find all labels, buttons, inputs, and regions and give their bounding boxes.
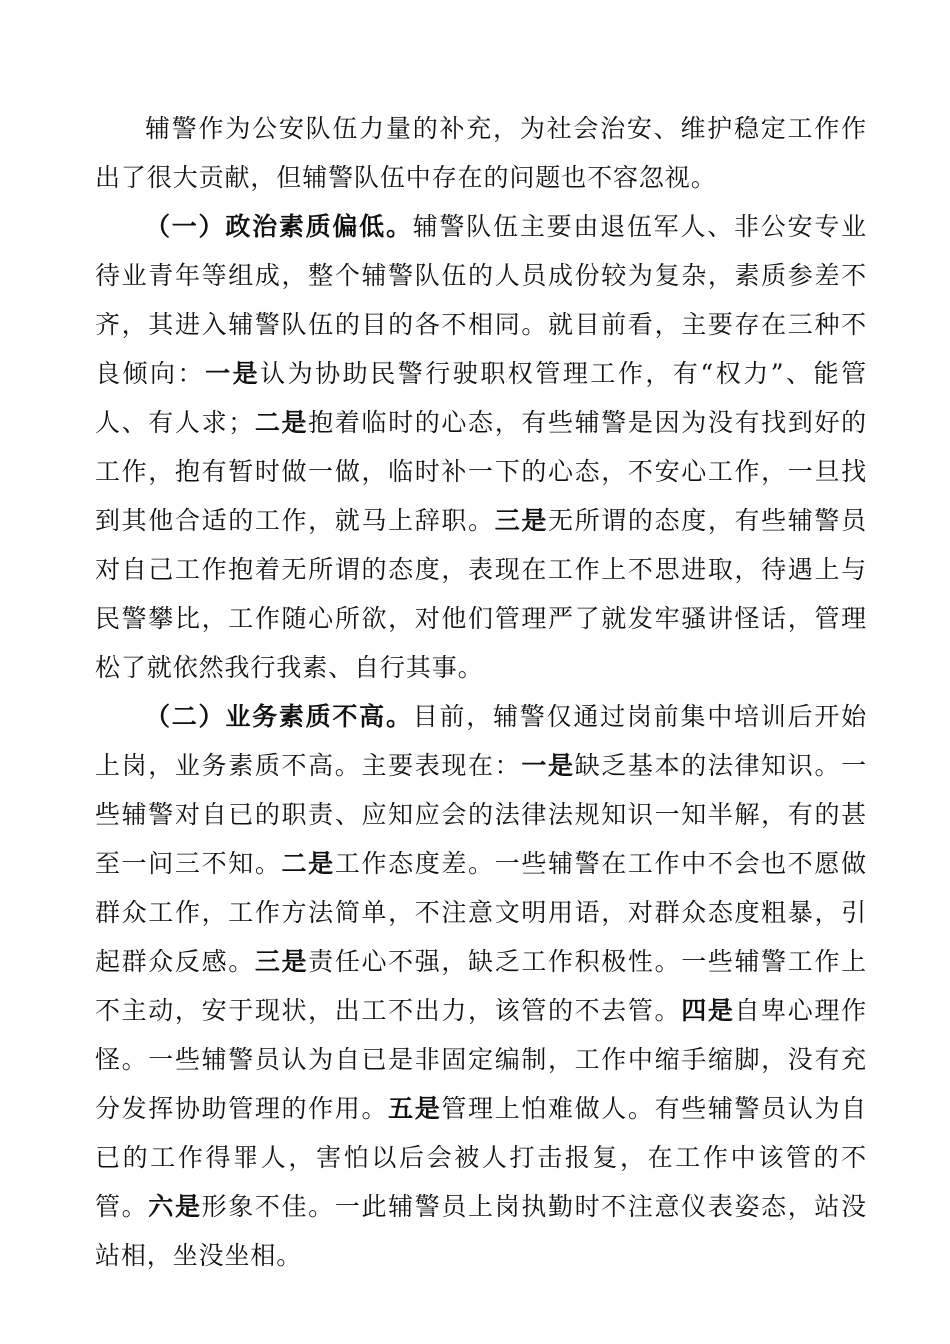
intro-text: 辅警作为公安队伍力量的补充，为社会治安、维护稳定工作作出了很大贡献，但辅警队伍中存在的问题也不容忽视。 [95,114,867,192]
section1-keyword-1: 一是 [205,359,261,388]
section2-point-2: 工作态度差。一些辅警在工作中不会也不愿做群众工作，工作方法简单，不注意文明用语，对群众态度粗暴，引起群众反感。 [95,849,867,976]
section2-point-4: 自卑心理作怪。一些辅警员认为自已是非固定编制，工作中缩手缩脚，没有充分发挥协助管理的作用。 [95,996,867,1123]
section2-point-1: 缺乏基本的法律知识。一些辅警对自已的职责、应知应会的法律法规知识一知半解，有的甚至一问三不知。 [95,751,867,878]
intro-paragraph [95,104,867,202]
section2-point-5: 管理上怕难做人。有些辅警员认为自已的工作得罪人，害怕以后会被人打击报复，在工作中该管的不管。 [95,1094,867,1221]
section2-keyword-1: 一是 [521,751,575,780]
section1-keyword-3: 三是 [494,506,548,535]
section2-keyword-2: 二是 [281,849,335,878]
section2-keyword-3: 三是 [254,947,309,976]
section2-point-3: 责任心不强，缺乏工作积极性。一些辅警工作上不主动，安于现状，出工不出力，该管的不去管。 [95,947,867,1025]
section2-point-6: 形象不佳。一此辅警员上岗执勤时不注意仪表姿态，站没站相，坐没坐相。 [95,1192,867,1270]
section2-heading: （二）业务素质不高。 [145,702,413,731]
section2-keyword-4: 四是 [681,996,735,1025]
section1-point-1: 认为协助民警行驶职权管理工作，有“权力”、能管人、有人求； [95,359,867,437]
section2-keyword-5: 五是 [388,1094,442,1123]
section1-heading: （一）政治素质偏低。 [145,212,413,241]
section1-keyword-2: 二是 [254,408,309,437]
section2-paragraph [95,692,867,1280]
section2-text: 目前，辅警仅通过岗前集中培训后开始上岗，业务素质不高。主要表现在： [95,702,867,780]
section1-text: 辅警队伍主要由退伍军人、非公安专业待业青年等组成，整个辅警队伍的人员成份较为复杂，素质参差不齐，其进入辅警队伍的目的各不相同。就目前看，主要存在三种不良倾向： [95,212,867,388]
document-body [95,104,867,1280]
section2-keyword-6: 六是 [148,1192,202,1221]
section1-point-3: 无所谓的态度，有些辅警员对自己工作抱着无所谓的态度，表现在工作上不思进取，待遇上与民警攀比，工作随心所欲，对他们管理严了就发牢骚讲怪话，管理松了就依然我行我素、自行其事。 [95,506,867,682]
section1-point-2: 抱着临时的心态，有些辅警是因为没有找到好的工作，抱有暂时做一做，临时补一下的心态，不安心工作，一旦找到其他合适的工作，就马上辞职。 [95,408,868,535]
section1-paragraph [95,202,867,692]
